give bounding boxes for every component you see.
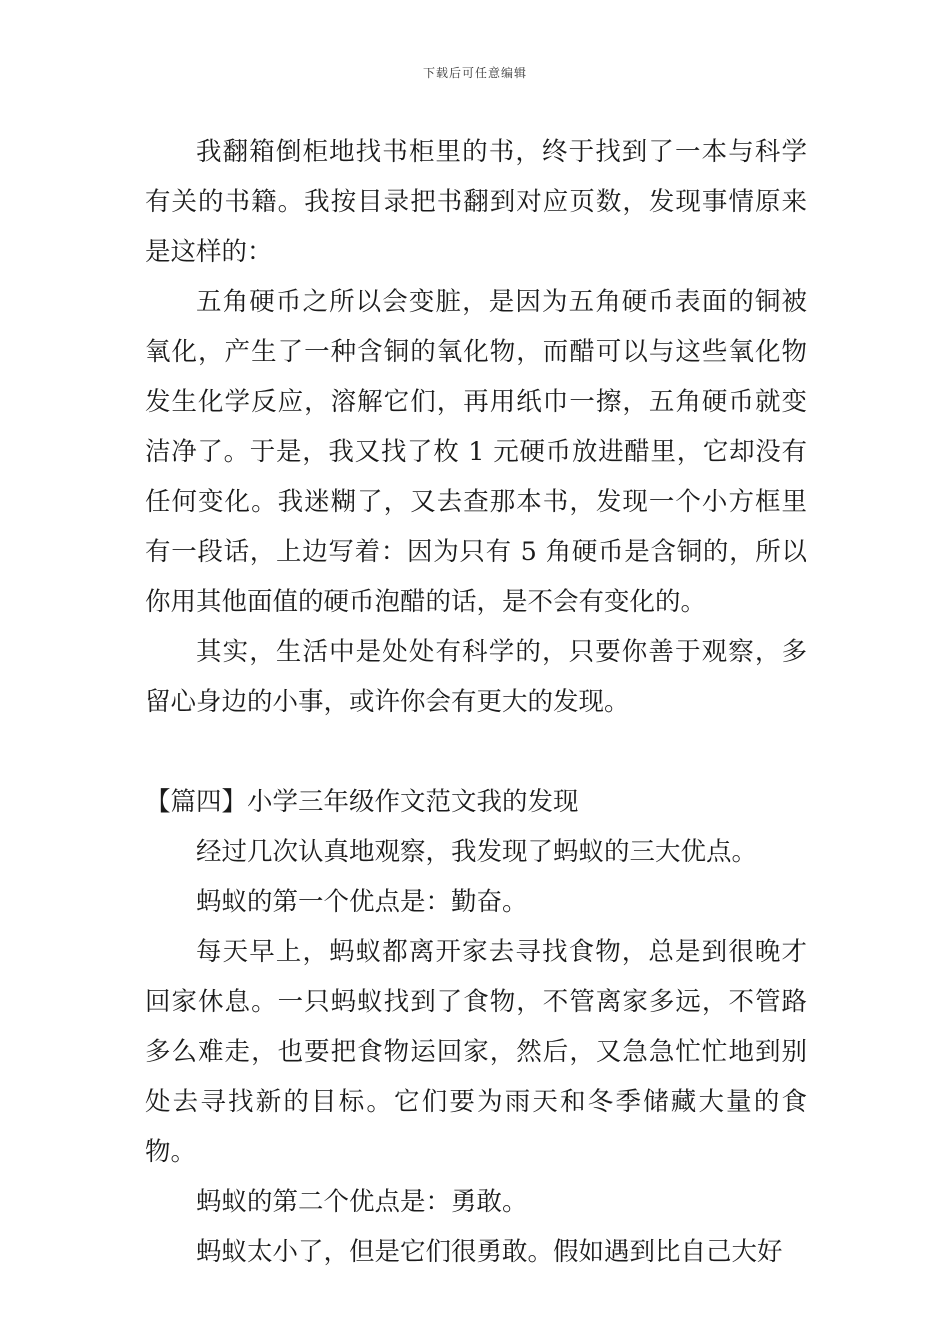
section-spacer bbox=[145, 727, 807, 777]
paragraph: 蚂蚁的第一个优点是：勤奋。 bbox=[196, 887, 528, 917]
paragraph: 蚂蚁的第二个优点是：勇敢。 bbox=[196, 1187, 528, 1217]
page-header-note: 下载后可任意编辑 bbox=[422, 66, 527, 80]
paragraph: 我翻箱倒柜地找书柜里的书，终于找到了一本与科学有关的书籍。我按目录把书翻到对应页数，发现事情原来是这样的： bbox=[145, 137, 807, 267]
paragraph: 蚂蚁太小了，但是它们很勇敢。假如遇到比自己大好 bbox=[196, 1237, 783, 1267]
paragraph: 每天早上，蚂蚁都离开家去寻找食物，总是到很晚才回家休息。一只蚂蚁找到了食物，不管离家多远，不管路多么难走，也要把食物运回家，然后，又急急忙忙地到别处去寻找新的目标。它们要为雨天和冬季储藏大量的食物。 bbox=[145, 937, 807, 1167]
section-title: 【篇四】小学三年级作文范文我的发现 bbox=[145, 787, 579, 817]
paragraph: 经过几次认真地观察，我发现了蚂蚁的三大优点。 bbox=[196, 837, 758, 867]
paragraph: 五角硬币之所以会变脏，是因为五角硬币表面的铜被氧化，产生了一种含铜的氧化物，而醋可以与这些氧化物发生化学反应，溶解它们，再用纸巾一擦，五角硬币就变洁净了。于是，我又找了枚 1 元硬币放进醋里，它却没有任何变化。我迷糊了，又去查那本书，发现一个小方框里有一段话，上边写着：因为只有 5 角硬币是含铜的，所以你用其他面值的硬币泡醋的话，是不会有变化的。 bbox=[145, 287, 807, 617]
paragraph: 其实，生活中是处处有科学的，只要你善于观察，多留心身边的小事，或许你会有更大的发现。 bbox=[145, 637, 807, 717]
document-body bbox=[145, 127, 807, 1277]
